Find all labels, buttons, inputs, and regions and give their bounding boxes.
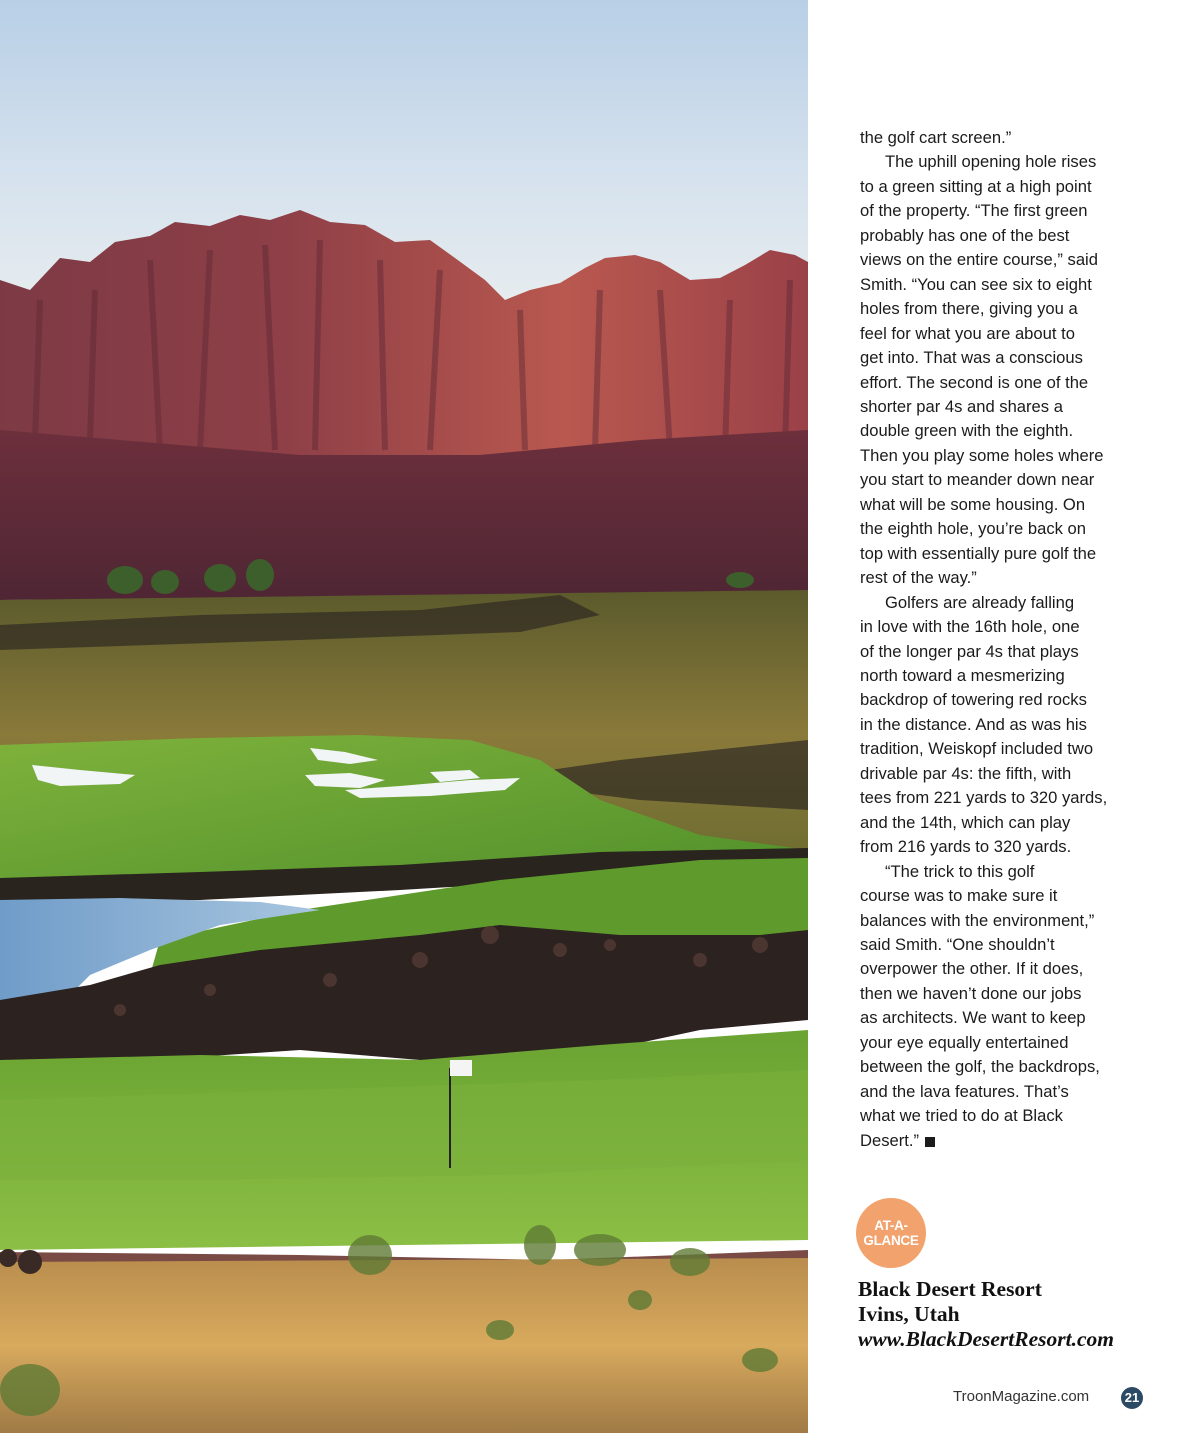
paragraph-1: the golf cart screen.” — [860, 128, 1012, 147]
paragraph-4-text: “The trick to this golf course was to make sure it balances with the environment,” said Smith. “One shouldn’t overpower the other. If it does, then we haven’t done our jobs as architects. We want to keep your eye equally entertained between the golf, the backdrops, and the lava features. That’s what we tried to do at Black Desert.” — [860, 861, 1100, 1150]
badge-line-1: AT-A- — [874, 1218, 908, 1233]
paragraph-3: Golfers are already falling in love with the 16th hole, one of the longer par 4s that plays north toward a mesmerizing backdrop of towering red rocks in the distance. And as was his tradition, Weiskopf included two drivable par 4s: the fifth, with tees from 221 yards to 320 yards, and the 14th, which can play from 216 yards to 320 yards. — [860, 592, 1108, 857]
resort-website-link[interactable]: www.BlackDesertResort.com — [858, 1327, 1115, 1351]
paragraph-2: The uphill opening hole rises to a green sitting at a high point of the property. “The first green probably has one of the best views on the entire course,” said Smith. “You can see six to eight holes from there, giving you a feel for what you are about to get into. That was a conscious effort. The second is one of the shorter par 4s and shares a double green with the eighth. Then you play some holes where you start to meander down near what will be some housing. On the eighth hole, you’re back on top with essentially pure golf the rest of the way.” — [860, 152, 1104, 588]
footer-site-name: TroonMagazine.com — [953, 1388, 1090, 1405]
at-a-glance-badge — [856, 1198, 926, 1268]
resort-location: Ivins, Utah — [858, 1302, 960, 1326]
paragraph-4 — [860, 860, 1122, 1153]
resort-name: Black Desert Resort — [858, 1277, 1042, 1301]
page-number-badge: 21 — [1121, 1387, 1143, 1409]
badge-line-2: GLANCE — [863, 1233, 919, 1248]
end-mark-icon — [925, 1137, 935, 1147]
article-body — [860, 126, 1122, 1153]
resort-info — [858, 1277, 1114, 1352]
